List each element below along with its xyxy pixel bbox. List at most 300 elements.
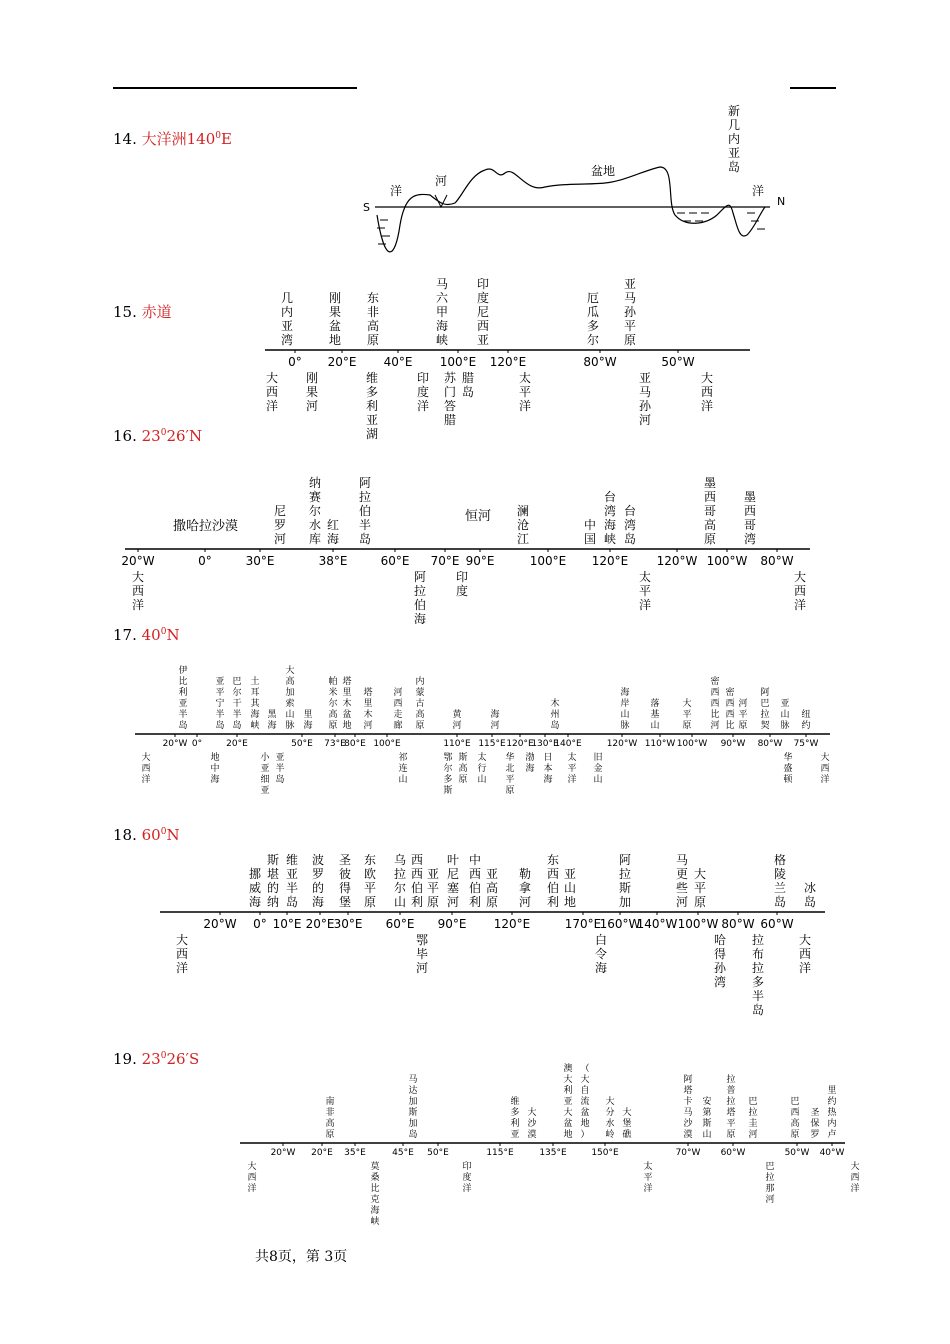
place-label-below: [458, 751, 467, 785]
place-label-above: [580, 1063, 589, 1140]
svg-text:山: 山: [650, 721, 660, 731]
svg-text:加: 加: [408, 1097, 418, 1107]
q17-40n-figure: [130, 648, 840, 808]
svg-text:宁: 宁: [215, 699, 225, 709]
svg-text:斯: 斯: [408, 1108, 418, 1118]
svg-text:岛: 岛: [751, 1003, 765, 1017]
svg-text:尼: 尼: [476, 305, 490, 319]
svg-text:利: 利: [410, 895, 424, 909]
place-label-above: [587, 291, 599, 347]
svg-text:黄: 黄: [452, 710, 462, 720]
longitude-tick-label: 20°E: [226, 739, 248, 749]
svg-text:河: 河: [273, 532, 287, 546]
svg-text:塞: 塞: [446, 881, 460, 895]
q17-heading: [113, 626, 180, 644]
svg-text:原: 原: [623, 333, 637, 347]
svg-text:西: 西: [131, 584, 145, 598]
svg-text:原: 原: [426, 895, 440, 909]
svg-text:海: 海: [311, 895, 325, 909]
svg-text:巴: 巴: [232, 677, 242, 687]
q18-title: $60^0N$: [141, 826, 180, 844]
longitude-tick-label: 100°W: [677, 917, 719, 931]
svg-text:答: 答: [443, 399, 457, 413]
svg-text:小: 小: [260, 753, 270, 763]
svg-text:海: 海: [490, 710, 500, 720]
svg-text:落: 落: [650, 699, 660, 709]
svg-text:地: 地: [342, 721, 352, 731]
longitude-tick-label: 120°E: [493, 917, 531, 931]
svg-text:尼: 尼: [446, 867, 460, 881]
place-label-above: [408, 1074, 417, 1140]
svg-text:亚: 亚: [485, 867, 499, 881]
svg-text:西: 西: [410, 867, 424, 881]
svg-text:非: 非: [325, 1108, 335, 1118]
svg-text:岛: 岛: [275, 775, 285, 785]
longitude-tick-label: 115°E: [478, 739, 506, 749]
svg-text:平: 平: [623, 319, 637, 333]
svg-text:几: 几: [280, 291, 294, 305]
svg-text:大: 大: [285, 666, 295, 676]
svg-text:大: 大: [693, 867, 707, 881]
svg-text:毕: 毕: [415, 947, 429, 961]
svg-text:高: 高: [328, 710, 338, 720]
svg-text:大: 大: [527, 1108, 537, 1118]
svg-text:约: 约: [827, 1097, 837, 1107]
svg-text:湾: 湾: [623, 518, 637, 532]
svg-text:拉: 拉: [726, 1097, 736, 1107]
svg-text:西: 西: [710, 688, 720, 698]
svg-text:尔: 尔: [586, 333, 600, 347]
svg-text:亚: 亚: [563, 867, 577, 881]
header-rule-left: [113, 87, 357, 89]
svg-text:些: 些: [675, 881, 689, 895]
svg-text:太: 太: [477, 753, 487, 763]
longitude-tick-label: 80°W: [757, 739, 783, 749]
svg-text:兰: 兰: [773, 881, 787, 895]
place-label-above: [604, 490, 616, 546]
svg-text:尔: 尔: [393, 881, 407, 895]
svg-text:江: 江: [516, 532, 530, 546]
longitude-tick-label: 45°E: [392, 1148, 414, 1158]
svg-text:高: 高: [285, 677, 295, 687]
svg-text:河: 河: [452, 721, 462, 731]
place-label-above: [517, 504, 529, 546]
svg-text:腊: 腊: [461, 371, 475, 385]
svg-text:西: 西: [710, 699, 720, 709]
svg-text:原: 原: [703, 532, 717, 546]
longitude-tick-label: 115°E: [486, 1148, 514, 1158]
svg-text:赛: 赛: [308, 490, 322, 504]
place-label-above: [285, 664, 294, 731]
svg-text:斯: 斯: [458, 753, 468, 763]
svg-text:苏: 苏: [443, 371, 457, 385]
q14-river-label: 河: [435, 174, 448, 188]
place-label-above: [339, 853, 351, 909]
place-label-below: [247, 1160, 256, 1194]
svg-text:巴: 巴: [765, 1162, 775, 1172]
longitude-tick-label: 80°W: [760, 554, 794, 568]
svg-text:伯: 伯: [358, 504, 372, 518]
svg-text:半: 半: [751, 989, 765, 1003]
svg-text:达: 达: [408, 1086, 418, 1096]
svg-text:湾: 湾: [603, 504, 617, 518]
place-label-below: [266, 370, 278, 413]
svg-text:堪: 堪: [266, 867, 280, 881]
svg-text:亚: 亚: [260, 786, 270, 796]
svg-text:比: 比: [710, 710, 720, 720]
svg-text:北: 北: [505, 764, 515, 774]
longitude-tick-label: 10°E: [272, 917, 302, 931]
svg-text:令: 令: [594, 947, 608, 961]
longitude-tick-label: 120°E: [489, 355, 527, 369]
svg-text:拉: 拉: [393, 867, 407, 881]
longitude-tick-label: 20°E: [327, 355, 357, 369]
place-label-above: [710, 675, 719, 731]
q14-ocean-left-label: 洋: [390, 184, 403, 198]
svg-text:太: 太: [518, 371, 532, 385]
svg-text:孙: 孙: [623, 305, 637, 319]
svg-text:拉: 拉: [726, 1075, 736, 1085]
svg-text:卢: 卢: [827, 1130, 837, 1140]
svg-text:莫: 莫: [370, 1162, 380, 1172]
svg-text:马: 马: [623, 291, 637, 305]
svg-text:河: 河: [518, 895, 532, 909]
svg-text:廊: 廊: [393, 721, 403, 731]
svg-text:索: 索: [285, 699, 295, 709]
place-label-below: [141, 751, 150, 785]
svg-text:加: 加: [408, 1119, 418, 1129]
svg-text:原: 原: [328, 721, 338, 731]
svg-text:湾: 湾: [280, 333, 294, 347]
q14-south-label: S: [363, 201, 370, 214]
svg-text:西: 西: [725, 699, 735, 709]
svg-text:亚: 亚: [563, 1097, 573, 1107]
place-label-above: [490, 708, 499, 731]
svg-text:岸: 岸: [620, 699, 630, 709]
place-label-above: [303, 709, 312, 731]
svg-text:峡: 峡: [250, 721, 260, 731]
svg-text:西: 西: [700, 385, 714, 399]
svg-text:洋: 洋: [462, 1184, 472, 1194]
place-label-below: [543, 752, 552, 785]
svg-text:圭: 圭: [748, 1119, 758, 1129]
longitude-tick-label: 60°E: [385, 917, 415, 931]
svg-text:岛: 岛: [773, 895, 787, 909]
svg-text:塔: 塔: [726, 1108, 736, 1118]
svg-text:比: 比: [725, 721, 735, 731]
place-label-above: [726, 1073, 735, 1140]
svg-text:马: 马: [683, 1108, 693, 1118]
svg-text:鄂: 鄂: [443, 753, 453, 763]
svg-text:利: 利: [546, 895, 560, 909]
svg-text:水: 水: [308, 518, 322, 532]
place-label-above: [267, 709, 277, 731]
q19-title: $23^026'S$: [141, 1050, 200, 1068]
place-label-above: [801, 708, 810, 731]
svg-text:第: 第: [702, 1108, 712, 1118]
svg-text:尔: 尔: [328, 699, 338, 709]
svg-text:海: 海: [210, 775, 220, 785]
q16-tropic-cancer-figure: [120, 465, 820, 626]
place-label-above: [393, 687, 402, 731]
svg-text:罗: 罗: [810, 1130, 820, 1140]
svg-text:甲: 甲: [435, 305, 449, 319]
svg-text:印: 印: [462, 1162, 472, 1172]
svg-text:河: 河: [638, 413, 652, 427]
svg-text:原: 原: [693, 895, 707, 909]
svg-text:高: 高: [415, 710, 425, 720]
place-label-above: [267, 852, 279, 909]
svg-text:度: 度: [455, 584, 469, 598]
place-label-below: [643, 1160, 652, 1194]
svg-text:维: 维: [285, 853, 299, 867]
svg-text:湾: 湾: [713, 975, 727, 989]
svg-text:行: 行: [477, 764, 487, 774]
svg-text:原: 原: [726, 1130, 736, 1140]
svg-text:加: 加: [618, 895, 632, 909]
svg-text:高: 高: [703, 518, 717, 532]
svg-text:阿: 阿: [760, 688, 770, 698]
svg-text:峡: 峡: [435, 333, 449, 347]
svg-text:金: 金: [593, 764, 603, 774]
svg-text:亚: 亚: [623, 277, 637, 291]
longitude-tick-label: 80°W: [583, 355, 617, 369]
longitude-tick-label: 140°W: [636, 917, 678, 931]
svg-text:巴: 巴: [760, 699, 770, 709]
svg-text:山: 山: [593, 775, 603, 785]
place-label-below: [462, 370, 474, 399]
svg-text:原: 原: [366, 333, 380, 347]
svg-text:干: 干: [232, 699, 242, 709]
q17-title: $40^0N$: [141, 626, 180, 644]
svg-text:河: 河: [675, 895, 689, 909]
svg-text:山: 山: [398, 775, 408, 785]
place-label-above: [215, 676, 224, 731]
svg-text:平: 平: [726, 1119, 736, 1129]
svg-text:马: 马: [435, 277, 449, 291]
svg-text:峡: 峡: [603, 532, 617, 546]
longitude-tick-label: 0°: [253, 917, 267, 931]
longitude-tick-label: 20°E: [311, 1148, 333, 1158]
q19-heading: [113, 1050, 199, 1068]
svg-text:海: 海: [620, 688, 630, 698]
place-label-below: [306, 370, 318, 413]
svg-text:地: 地: [210, 753, 220, 763]
svg-text:流: 流: [580, 1097, 590, 1107]
svg-text:脉: 脉: [620, 721, 630, 731]
svg-text:自: 自: [580, 1086, 590, 1096]
place-label-above: [452, 708, 462, 731]
q14-title: 大洋洲$140^0E$: [141, 130, 232, 148]
svg-text:勒: 勒: [518, 867, 532, 881]
svg-text:脉: 脉: [780, 721, 790, 731]
svg-text:原: 原: [485, 895, 499, 909]
svg-text:西: 西: [141, 764, 151, 774]
svg-text:威: 威: [248, 881, 262, 895]
svg-text:半: 半: [232, 710, 242, 720]
svg-text:马: 马: [675, 853, 689, 867]
q15-equator-figure: [260, 270, 760, 441]
svg-text:得: 得: [713, 947, 727, 961]
svg-text:漠: 漠: [527, 1130, 537, 1140]
place-label-above: [683, 1074, 693, 1140]
svg-text:河: 河: [748, 1130, 758, 1140]
svg-text:（: （: [580, 1064, 590, 1074]
place-label-below: [505, 751, 514, 796]
svg-text:利: 利: [365, 399, 379, 413]
svg-text:度: 度: [462, 1173, 472, 1183]
longitude-tick-label: 50°E: [291, 739, 313, 749]
svg-text:罗: 罗: [311, 867, 325, 881]
svg-text:岭: 岭: [605, 1130, 615, 1140]
place-label-below: [519, 370, 531, 413]
svg-text:大: 大: [700, 371, 714, 385]
svg-text:拉: 拉: [618, 867, 632, 881]
svg-text:海: 海: [248, 895, 262, 909]
q18-60n-figure: [155, 845, 835, 1020]
svg-text:海: 海: [594, 961, 608, 975]
place-label-above: [676, 853, 688, 909]
place-label-above: [605, 1095, 614, 1140]
svg-text:的: 的: [266, 881, 280, 895]
svg-text:地: 地: [328, 333, 342, 347]
svg-text:内: 内: [728, 132, 741, 146]
place-label-above: [327, 518, 339, 546]
place-label-above: [342, 675, 351, 731]
svg-text:连: 连: [398, 764, 408, 774]
place-label-above: [477, 277, 489, 347]
svg-text:岛: 岛: [215, 721, 225, 731]
svg-text:黑: 黑: [267, 710, 277, 720]
longitude-tick-label: 20°W: [203, 917, 237, 931]
place-label-above: [329, 290, 341, 347]
place-label-above: [249, 866, 261, 909]
svg-text:大: 大: [850, 1162, 860, 1172]
svg-text:度: 度: [416, 385, 430, 399]
svg-text:州: 州: [550, 710, 560, 720]
svg-text:冰: 冰: [803, 881, 817, 895]
svg-text:的: 的: [311, 881, 325, 895]
svg-text:拉: 拉: [748, 1108, 758, 1118]
place-label-above: [281, 291, 293, 347]
place-label-above: [804, 880, 816, 909]
svg-text:密: 密: [725, 688, 735, 698]
longitude-tick-label: 0°: [191, 739, 203, 749]
svg-text:山: 山: [780, 710, 790, 720]
svg-text:挪: 挪: [248, 867, 262, 881]
longitude-tick-label: 38°E: [318, 554, 348, 568]
svg-text:华: 华: [505, 753, 515, 763]
place-label-above: [527, 1106, 537, 1140]
svg-text:亚: 亚: [215, 677, 225, 687]
q14-number: 14.: [113, 130, 137, 148]
longitude-tick-label: 160°W: [599, 917, 641, 931]
svg-text:洋: 洋: [518, 399, 532, 413]
svg-text:亚: 亚: [178, 699, 188, 709]
svg-text:保: 保: [810, 1119, 820, 1129]
place-label-below: [416, 933, 428, 975]
svg-text:旧: 旧: [593, 753, 603, 763]
svg-text:山: 山: [393, 895, 407, 909]
svg-text:米: 米: [328, 688, 338, 698]
svg-text:印: 印: [455, 570, 469, 584]
svg-text:洋: 洋: [141, 775, 151, 785]
svg-text:西: 西: [265, 385, 279, 399]
q18-number: 18.: [113, 826, 137, 844]
svg-text:桑: 桑: [370, 1173, 380, 1183]
longitude-tick-label: 40°E: [383, 355, 413, 369]
svg-text:台: 台: [623, 504, 637, 518]
svg-text:卡: 卡: [683, 1097, 693, 1107]
svg-text:西: 西: [703, 490, 717, 504]
longitude-tick-label: 40°W: [819, 1148, 845, 1158]
svg-text:利: 利: [563, 1086, 573, 1096]
svg-text:平: 平: [682, 710, 692, 720]
place-label-below: [444, 371, 457, 427]
place-label-below: [398, 751, 407, 785]
place-label-above: [682, 697, 691, 731]
svg-text:堡: 堡: [338, 895, 352, 909]
svg-text:密: 密: [710, 677, 720, 687]
q15-heading: [113, 301, 172, 322]
svg-text:岛: 岛: [232, 721, 242, 731]
svg-text:斯: 斯: [618, 881, 632, 895]
svg-text:原: 原: [363, 895, 377, 909]
svg-text:西: 西: [793, 584, 807, 598]
svg-text:瓜: 瓜: [586, 305, 600, 319]
svg-text:阿: 阿: [683, 1075, 693, 1085]
svg-text:海: 海: [603, 518, 617, 532]
longitude-tick-label: 120°E: [506, 739, 534, 749]
svg-text:刚: 刚: [305, 371, 319, 385]
svg-text:古: 古: [415, 699, 425, 709]
svg-text:其: 其: [250, 699, 260, 709]
longitude-tick-label: 150°E: [591, 1148, 619, 1158]
longitude-tick-label: 140°E: [554, 739, 582, 749]
q14-north-label: N: [777, 195, 786, 208]
place-label-below: [477, 751, 486, 785]
svg-text:脉: 脉: [285, 721, 295, 731]
svg-text:更: 更: [675, 867, 689, 881]
svg-text:峡: 峡: [370, 1217, 380, 1227]
longitude-tick-label: 0°: [288, 355, 302, 369]
svg-text:伯: 伯: [413, 598, 427, 612]
svg-text:帕: 帕: [328, 677, 338, 687]
svg-text:腊: 腊: [443, 413, 457, 427]
svg-text:中: 中: [210, 764, 220, 774]
longitude-tick-label: 100°E: [439, 355, 477, 369]
svg-text:华: 华: [783, 753, 793, 763]
place-label-above: [510, 1095, 519, 1140]
svg-text:西: 西: [175, 947, 189, 961]
svg-text:约: 约: [801, 721, 811, 731]
svg-text:利: 利: [468, 895, 482, 909]
svg-text:大: 大: [563, 1108, 573, 1118]
place-label-below: [132, 569, 144, 612]
svg-text:哈: 哈: [713, 933, 727, 947]
place-label-below: [210, 751, 219, 785]
svg-text:洋: 洋: [567, 775, 577, 785]
svg-text:木: 木: [342, 699, 352, 709]
longitude-tick-label: 50°W: [784, 1148, 810, 1158]
place-label-above: [286, 852, 298, 909]
svg-text:半: 半: [285, 881, 299, 895]
place-label-above: [748, 1096, 757, 1140]
longitude-tick-label: 60°E: [380, 554, 410, 568]
q14-new-guinea-label: [728, 104, 740, 174]
svg-text:岛: 岛: [550, 721, 560, 731]
place-label-below: [525, 751, 534, 774]
